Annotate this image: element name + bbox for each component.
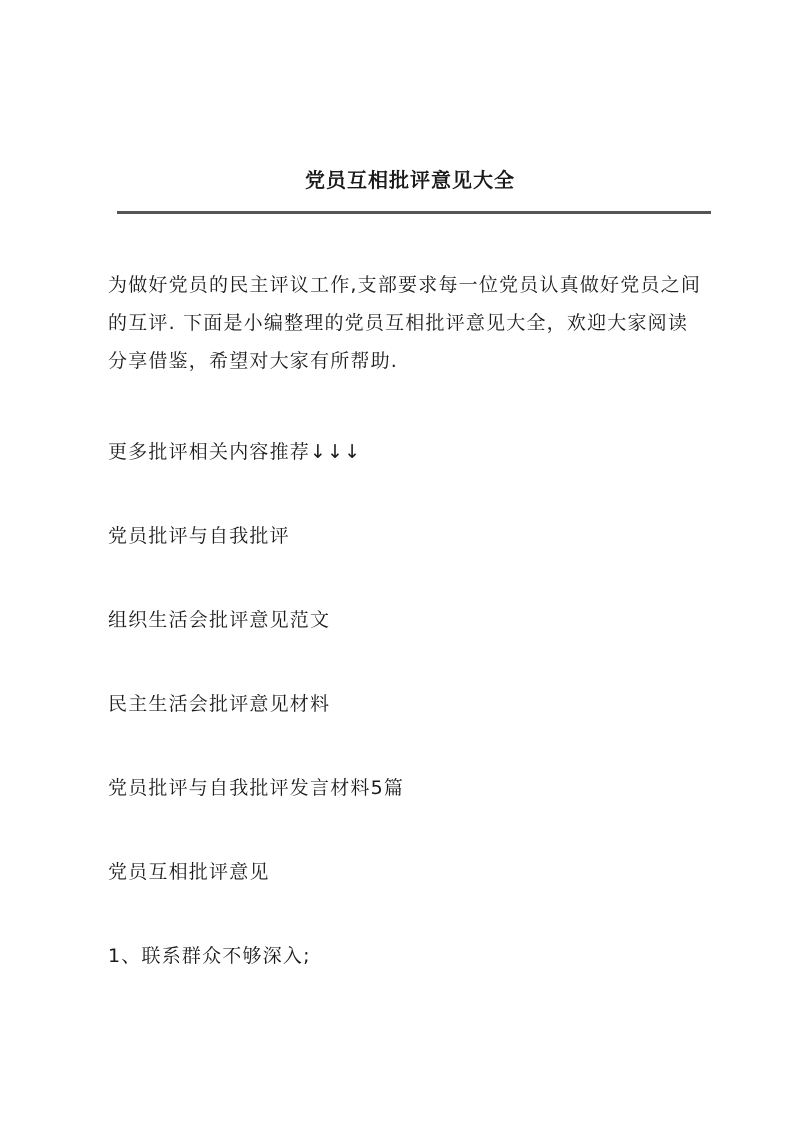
recommended-link[interactable]: 党员批评与自我批评 <box>108 525 290 547</box>
recommend-line: 更多批评相关内容推荐↓↓↓ <box>108 441 362 463</box>
intro-paragraph: 为做好党员的民主评议工作,支部要求每一位党员认真做好党员之间的互评. 下面是小编整理的党员互相批评意见大全，欢迎大家阅读分享借鉴，希望对大家有所帮助. <box>108 274 702 372</box>
recommended-link[interactable]: 民主生活会批评意见材料 <box>108 693 331 715</box>
recommended-link[interactable]: 组织生活会批评意见范文 <box>108 609 331 631</box>
section-heading: 党员互相批评意见 <box>108 861 270 883</box>
document-title: 党员互相批评意见大全 <box>305 168 515 192</box>
title-divider <box>117 211 711 214</box>
list-item: 1、联系群众不够深入; <box>108 945 311 967</box>
recommended-link[interactable]: 党员批评与自我批评发言材料5篇 <box>108 777 405 799</box>
